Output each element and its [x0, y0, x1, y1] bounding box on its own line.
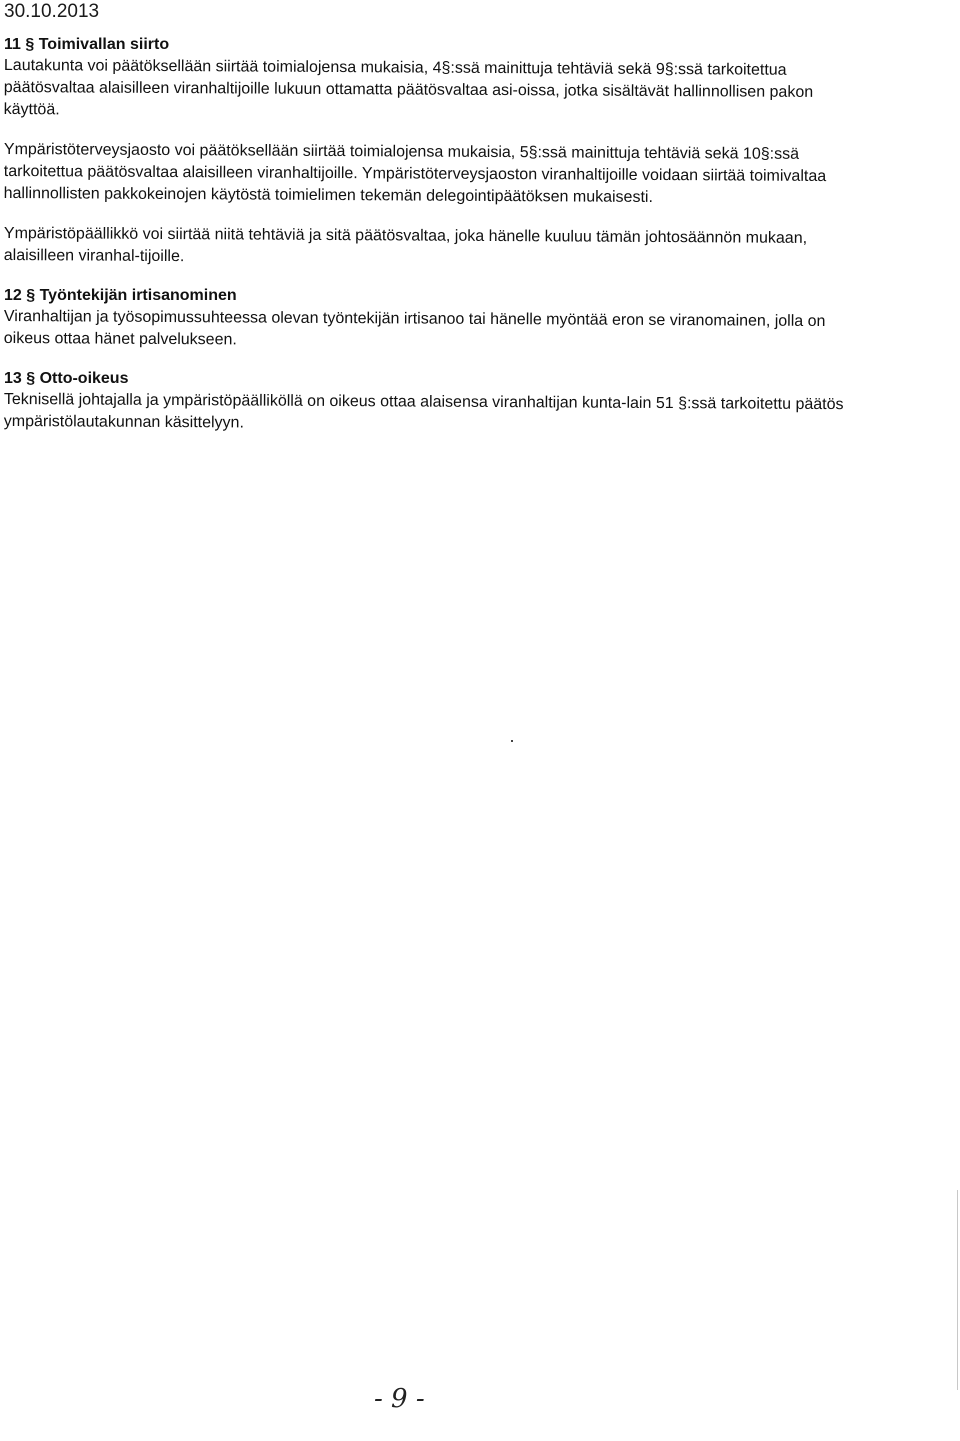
- section-title: 13 § Otto-oikeus: [4, 370, 129, 387]
- section-11: [4, 34, 844, 267]
- scan-edge-line: [957, 1190, 958, 1390]
- speck-mark: [511, 740, 513, 742]
- document-date: 30.10.2013: [4, 1, 100, 22]
- paragraph: Lautakunta voi päätöksellään siirtää toimialojensa mukaisia, 4§:ssä mainittuja tehtäviä sekä 9§:ssä tarkoitettua päätösvaltaa alaisilleen viranhaltijoille lukuun ottamatta päätösvaltaa asi-oissa, jotka sisältävät hallinnollisen pakon käyttöä.: [3, 56, 814, 119]
- paragraph: Teknisellä johtajalla ja ympäristöpäälliköllä on oikeus ottaa alaisensa viranhaltijan kunta-lain 51 §:ssä tarkoitettu päätös ympäristölautakunnan käsittelyyn.: [3, 390, 844, 432]
- document-body: [4, 34, 844, 451]
- paragraph: Ympäristöpäällikkö voi siirtää niitä tehtäviä ja sitä päätösvaltaa, joka hänelle kuuluu tämän johtosäännön mukaan, alaisilleen viranhal-tijoille.: [3, 224, 808, 266]
- section-title: 12 § Työntekijän irtisanominen: [4, 287, 237, 304]
- paragraph: Ympäristöterveysjaosto voi päätöksellään siirtää toimialojensa mukaisia, 5§:ssä mainittuja tehtäviä sekä 10§:ssä tarkoitettua päätösvaltaa alaisilleen viranhaltijoille. Ympäristöterveysjaoston viranhaltijoille voidaan siirtää toimivaltaa hallinnollisten pakkokeinojen käytöstä toimielimen tekemän delegointipäätöksen mukaisesti.: [3, 140, 827, 206]
- page-number: - 9 -: [374, 1384, 425, 1414]
- section-title: 11 § Toimivallan siirto: [4, 36, 170, 53]
- paragraph: Viranhaltijan ja työsopimussuhteessa olevan työntekijän irtisanoo tai hänelle myöntää eron se viranomainen, jolla on oikeus ottaa hänet palvelukseen.: [3, 307, 826, 349]
- section-12: [4, 285, 844, 350]
- section-13: [4, 368, 844, 433]
